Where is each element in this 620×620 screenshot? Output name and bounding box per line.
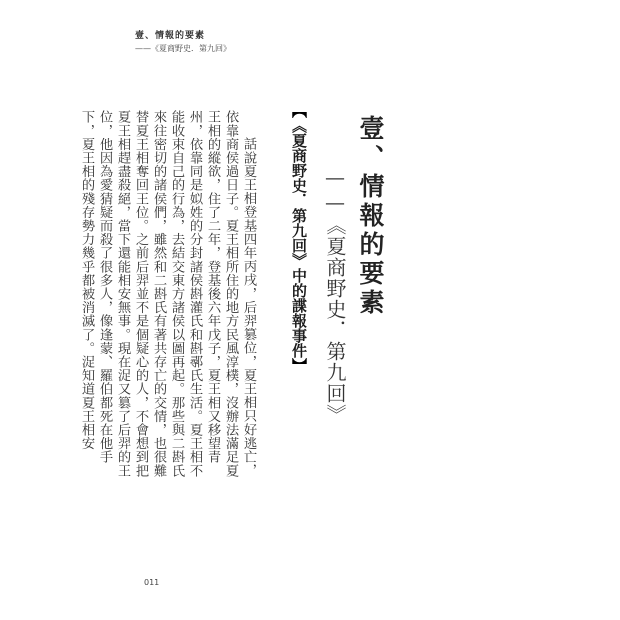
running-head-subtitle: ——《夏商野史．第九回》 [135, 44, 231, 53]
chapter-title: 壹、情報的要素 [356, 115, 385, 318]
running-head [135, 32, 231, 53]
body-text [77, 110, 257, 488]
running-head-title: 壹、情報的要素 [135, 31, 206, 41]
chapter-subtitle: ——《夏商野史．第九回》 [323, 165, 347, 425]
section-heading-text: 《夏商野史．第九回》中的諜報事件 [290, 118, 308, 358]
section-heading-open-bracket: 【 [290, 103, 308, 118]
body-paragraph: 話說夏王相登基四年丙戌，后羿篡位，夏王相只好逃亡，依靠商侯過日子。夏王相所住的地方民風淳樸，沒辦法滿足夏王相的縱欲，住了二年，登基後六年戊子，夏王相又移望青州，依靠同是姒姓的分封諸侯斟灌氏和斟鄩氏生活。夏王相不能收束自己的行為，去結交東方諸侯以圖再起。那些與二斟氏來往密切的諸侯們，雖然和二斟氏有著共存亡的交情，也很難替夏王相奪回王位。之前后羿並不是個疑心的人，不會想到把夏王相趕盡殺絕，當下還能相安無事。現在浞又篡了后羿的王位，他因為愛猜疑而殺了很多人，像逢蒙、羅伯都死在他手下，夏王相的殘存勢力幾乎都被消滅了。浞知道夏王相安 [79, 110, 256, 478]
page-number: 011 [144, 578, 160, 587]
section-heading [291, 103, 306, 373]
section-heading-close-bracket: 】 [290, 358, 308, 373]
